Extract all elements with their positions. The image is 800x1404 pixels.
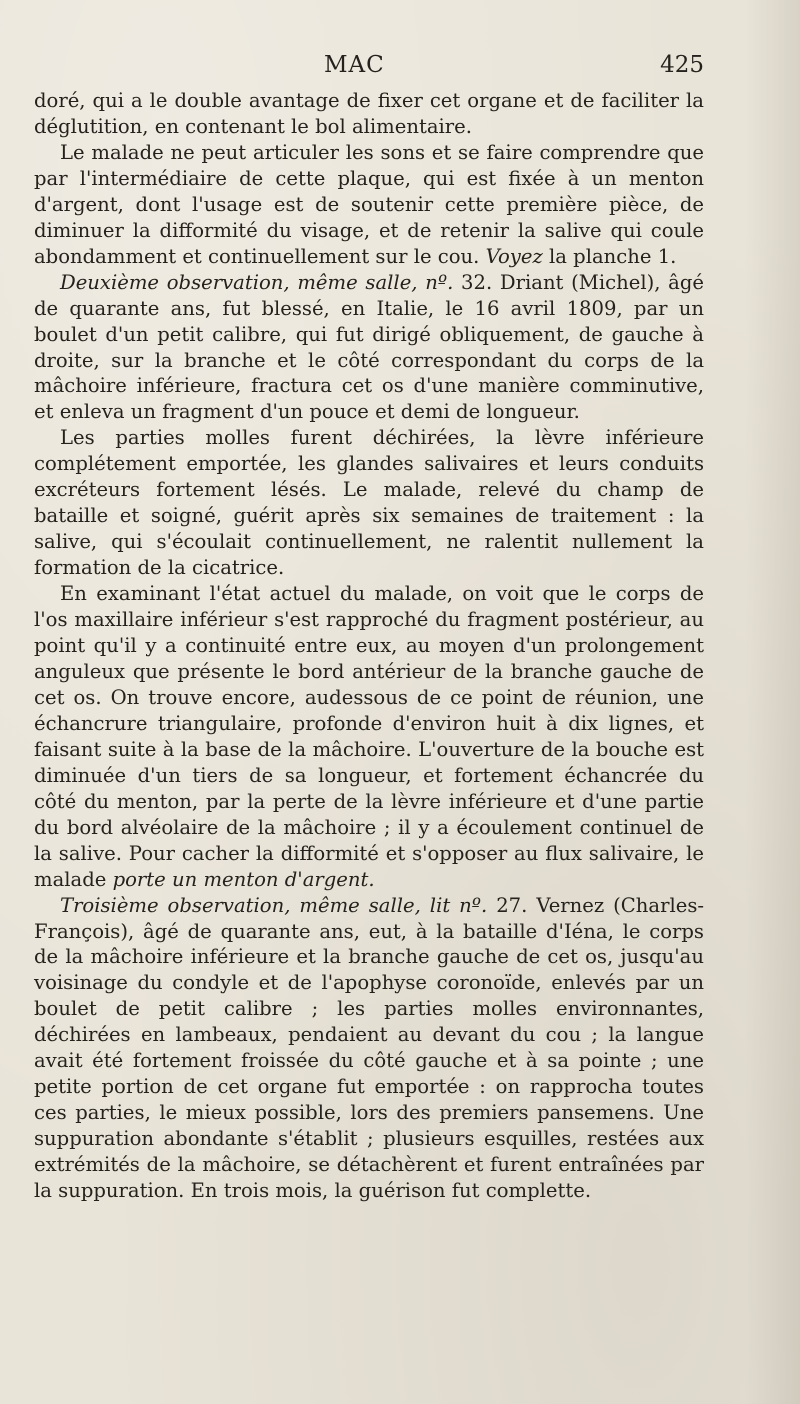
paragraph-text: 32. Driant (Michel), âgé de quarante ans, fut blessé, en Italie, le 16 avril 1809, par un boulet d'un petit calibre, qui fut dirigé obliquement, de gauche à droite, sur la branche et le côté correspondant du corps de la mâchoire inférieure, fractura cet os d'une manière comminutive, et enleva un fragment d'un pouce et demi de longueur. xyxy=(34,270,704,424)
observation-heading: Troisième observation, même salle, lit nº. xyxy=(60,893,497,917)
paragraph-text: Le malade ne peut articuler les sons et se faire comprendre que par l'intermédiaire de cette plaque, qui est fixée à un menton d'argent, dont l'usage est de soutenir cette première pièce, de diminuer la difformité du visage, et de retenir la salive qui coule abondamment et continuellement sur le cou. xyxy=(34,140,704,268)
running-head-title: MAC xyxy=(324,52,385,78)
paragraph-italic: Voyez xyxy=(485,244,543,268)
paragraph-text: doré, qui a le double avantage de fixer cet organe et de faciliter la déglutition, en contenant le bol alimentaire. xyxy=(34,89,704,138)
paragraph-examination xyxy=(34,581,704,892)
paragraph-italic: porte un menton d'argent. xyxy=(112,867,375,891)
paragraph-third-observation xyxy=(34,893,704,1204)
paragraph-text: Les parties molles furent déchirées, la lèvre inférieure complétement emportée, les glandes salivaires et leurs conduits excréteurs fortement lésés. Le malade, relevé du champ de bataille et soigné, guérit après six semaines de traitement : la salive, qui s'écoulait continuellement, ne ralentit nullement la formation de la cicatrice. xyxy=(34,426,704,580)
body-text xyxy=(34,88,704,1204)
paragraph-continuation xyxy=(34,88,704,140)
paragraph-plaque xyxy=(34,140,704,270)
paragraph-second-observation xyxy=(34,270,704,426)
page-number: 425 xyxy=(660,52,704,78)
observation-heading: Deuxième observation, même salle, nº. xyxy=(60,270,462,294)
paragraph-soft-parts xyxy=(34,425,704,581)
paragraph-text: 27. Vernez (Charles-François), âgé de quarante ans, eut, à la bataille d'Iéna, le corps de la mâchoire inférieure et la branche gauche de cet os, jusqu'au voisinage du condyle et de l'apophyse coronoïde, enlevés par un boulet de petit calibre ; les parties molles environnantes, déchirées en lambeaux, pendaient au devant du cou ; la langue avait été fortement froissée du côté gauche et à sa pointe ; une petite portion de cet organe fut emportée : on rapprocha toutes ces parties, le mieux possible, lors des premiers pansemens. Une suppuration abondante s'établit ; plusieurs esquilles, restées aux extrémités de la mâchoire, se détachèrent et furent entraînées par la suppuration. En trois mois, la guérison fut complette. xyxy=(34,893,705,1203)
page-edge-shadow xyxy=(745,0,800,1404)
paragraph-text: En examinant l'état actuel du malade, on voit que le corps de l'os maxillaire inférieur s'est rapproché du fragment postérieur, au point qu'il y a continuité entre eux, au moyen d'un prolongement anguleux que présente le bord antérieur de la branche gauche de cet os. On trouve encore, audessous de ce point de réunion, une échancrure triangulaire, profonde d'environ huit à dix lignes, et faisant suite à la base de la mâchoire. L'ouverture de la bouche est diminuée d'un tiers de sa longueur, et fortement échancrée du côté du menton, par la perte de la lèvre inférieure et d'une partie du bord alvéolaire de la mâchoire ; il y a écoulement continuel de la salive. Pour cacher la difformité et s'opposer au flux salivaire, le malade xyxy=(34,582,704,891)
running-head xyxy=(34,52,704,88)
paragraph-tail: la planche 1. xyxy=(542,244,677,268)
